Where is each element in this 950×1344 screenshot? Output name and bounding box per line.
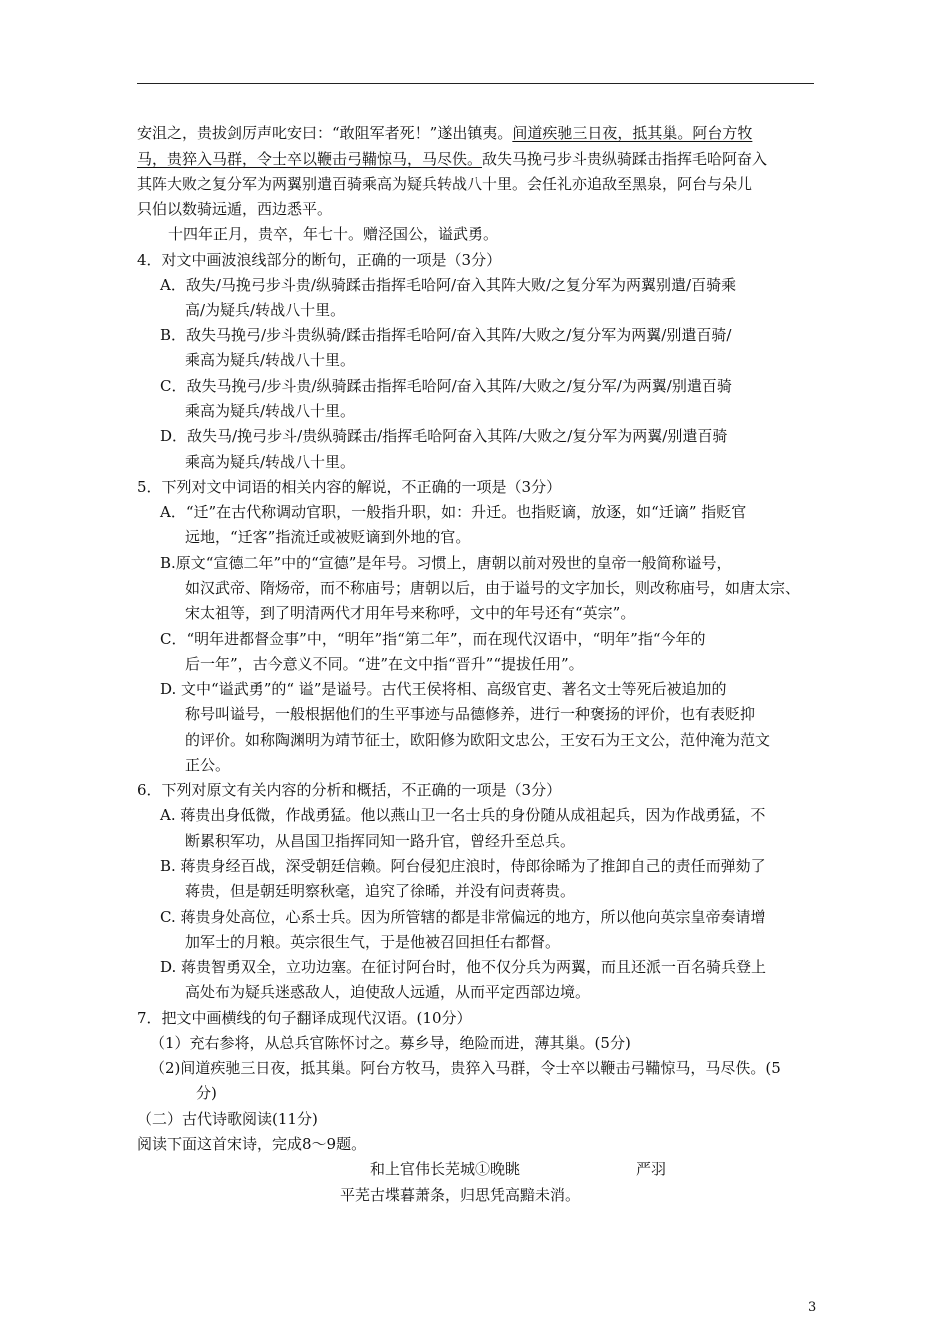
q4-option-b-cont: 乘高为疑兵/转战八十里。 [185,351,356,369]
q5-option-c: C．“明年进都督佥事”中，“明年”指“第二年”，而在现代汉语中，“明年”指“今年的 [160,630,706,648]
q5-option-d-cont: 正公。 [185,756,231,774]
q4-option-b: B．敌失马挽弓/步斗贵纵骑/蹂击指挥毛哈阿/奋入其阵/大败之/复分军为两翼/别遣百骑/ [160,326,732,344]
header-rule [137,83,814,84]
q4-option-d-cont: 乘高为疑兵/转战八十里。 [185,453,356,471]
poem-author: 严羽 [636,1160,667,1178]
q5-option-d-cont: 的评价。如称陶渊明为靖节征士，欧阳修为欧阳文忠公，王安石为王文公，范仲淹为范文 [185,731,771,749]
q6-option-b-cont: 蒋贵，但是朝廷明察秋毫，追究了徐晞，并没有问责蒋贵。 [185,882,576,900]
passage-line-3: 其阵大败之复分军为两翼别遣百骑乘高为疑兵转战八十里。会任礼亦追敌至黑泉，阿台与朵儿 [137,175,753,193]
q6-stem: 6．下列对原文有关内容的分析和概括，不正确的一项是（3分） [137,781,562,799]
q5-option-a: A．“迁”在古代称调动官职，一般指升职，如：升迁。也指贬谪，放逐，如“迁谪” 指贬官 [160,503,747,521]
poem-line-1: 平芜古堞暮萧条，归思凭高黯未消。 [340,1186,581,1204]
q4-option-c: C．敌失马挽弓/步斗贵/纵骑蹂击指挥毛哈阿/奋入其阵/大败之/复分军/为两翼/别遣百骑 [160,377,732,395]
q6-option-c: C. 蒋贵身处高位，心系士兵。因为所管辖的都是非常偏远的地方，所以他向英宗皇帝奏请增 [160,908,766,926]
q6-option-a-cont: 断累积军功，从昌国卫指挥同知一路升官，曾经升至总兵。 [185,832,576,850]
underlined-sentence: 间道疾驰三日夜，抵其巢。阿台方牧 [512,124,753,142]
q7-sentence-2-cont: 分) [196,1084,217,1102]
q6-option-d-cont: 高处布为疑兵迷惑敌人，迫使敌人远遁，从而平定西部边境。 [185,983,591,1001]
page-number: 3 [808,1300,817,1315]
poem-title: 和上官伟长芜城①晚眺 [370,1160,521,1178]
q5-option-c-cont: 后一年”，古今意义不同。“进”在文中指“晋升”“提拔任用”。 [185,655,584,673]
q6-option-d: D. 蒋贵智勇双全，立功边塞。在征讨阿台时，他不仅分兵为两翼，而且还派一百名骑兵登上 [160,958,767,976]
q5-option-d: D. 文中“谥武勇”的“ 谥”是谥号。古代王侯将相、高级官吏、著名文士等死后被追加的 [160,680,727,698]
q4-option-c-cont: 乘高为疑兵/转战八十里。 [185,402,356,420]
section-instruction: 阅读下面这首宋诗，完成8～9题。 [137,1135,367,1153]
q6-option-a: A. 蒋贵出身低微，作战勇猛。他以燕山卫一名士兵的身份随从成祖起兵，因为作战勇猛，不 [160,806,766,824]
q6-option-c-cont: 加军士的月粮。英宗很生气，于是他被召回担任右都督。 [185,933,561,951]
passage-line-2 [137,149,767,169]
q5-option-d-cont: 称号叫谥号，一般根据他们的生平事迹与品德修养，进行一种褒扬的评价，也有表贬抑 [185,705,756,723]
q7-sentence-2: （2)间道疾驰三日夜，抵其巢。阿台方牧马，贵猝入马群，令士卒以鞭击弓鞴惊马，马尽佚。(5 [150,1059,781,1077]
q6-option-b: B. 蒋贵身经百战，深受朝廷信赖。阿台侵犯庄浪时，侍郎徐晞为了推卸自己的责任而弹劾了 [160,857,766,875]
q5-stem: 5．下列对文中词语的相关内容的解说，不正确的一项是（3分） [137,478,562,496]
q7-sentence-1: （1）充右参将，从总兵官陈怀讨之。募乡导，绝险而进，薄其巢。(5分) [150,1034,631,1052]
passage-text: 敌失马挽弓步斗贵纵骑蹂击指挥毛哈阿奋入 [482,150,768,168]
passage-line-5: 十四年正月，贵卒，年七十。赠泾国公，谥武勇。 [168,225,499,243]
passage-line-4: 只伯以数骑远遁，西边悉平。 [137,200,333,218]
q5-option-b-cont: 宋太祖等，到了明清两代才用年号来称呼，文中的年号还有“英宗”。 [185,604,636,622]
section-title: （二）古代诗歌阅读(11分) [137,1110,318,1128]
q7-stem: 7．把文中画横线的句子翻译成现代汉语。(10分） [137,1009,472,1027]
passage-line-1 [137,123,752,143]
passage-text: 安沮之，贵拔剑厉声叱安曰：“敢阻军者死！”遂出镇夷。 [137,124,513,142]
q4-option-d: D．敌失马/挽弓步斗/贵纵骑蹂击/指挥毛哈阿奋入其阵/大败之/复分军为两翼/别遣百骑 [160,427,728,445]
underlined-sentence: 马，贵猝入马群，令士卒以鞭击弓鞴惊马，马尽佚。 [137,150,483,168]
q4-option-a-cont: 高/为疑兵/转战八十里。 [185,301,346,319]
q5-option-a-cont: 远地，“迁客”指流迁或被贬谪到外地的官。 [185,528,471,546]
q5-option-b: B.原文“宣德二年”中的“宣德”是年号。习惯上，唐朝以前对殁世的皇帝一般简称谥号， [160,554,732,572]
q5-option-b-cont: 如汉武帝、隋炀帝，而不称庙号；唐朝以后，由于谥号的文字加长，则改称庙号，如唐太宗、 [185,579,801,597]
q4-option-a: A．敌失/马挽弓步斗贵/纵骑蹂击指挥毛哈阿/奋入其阵大败/之复分军为两翼别遣/百骑乘 [160,276,737,294]
q4-stem: 4．对文中画波浪线部分的断句，正确的一项是（3分） [137,251,502,269]
